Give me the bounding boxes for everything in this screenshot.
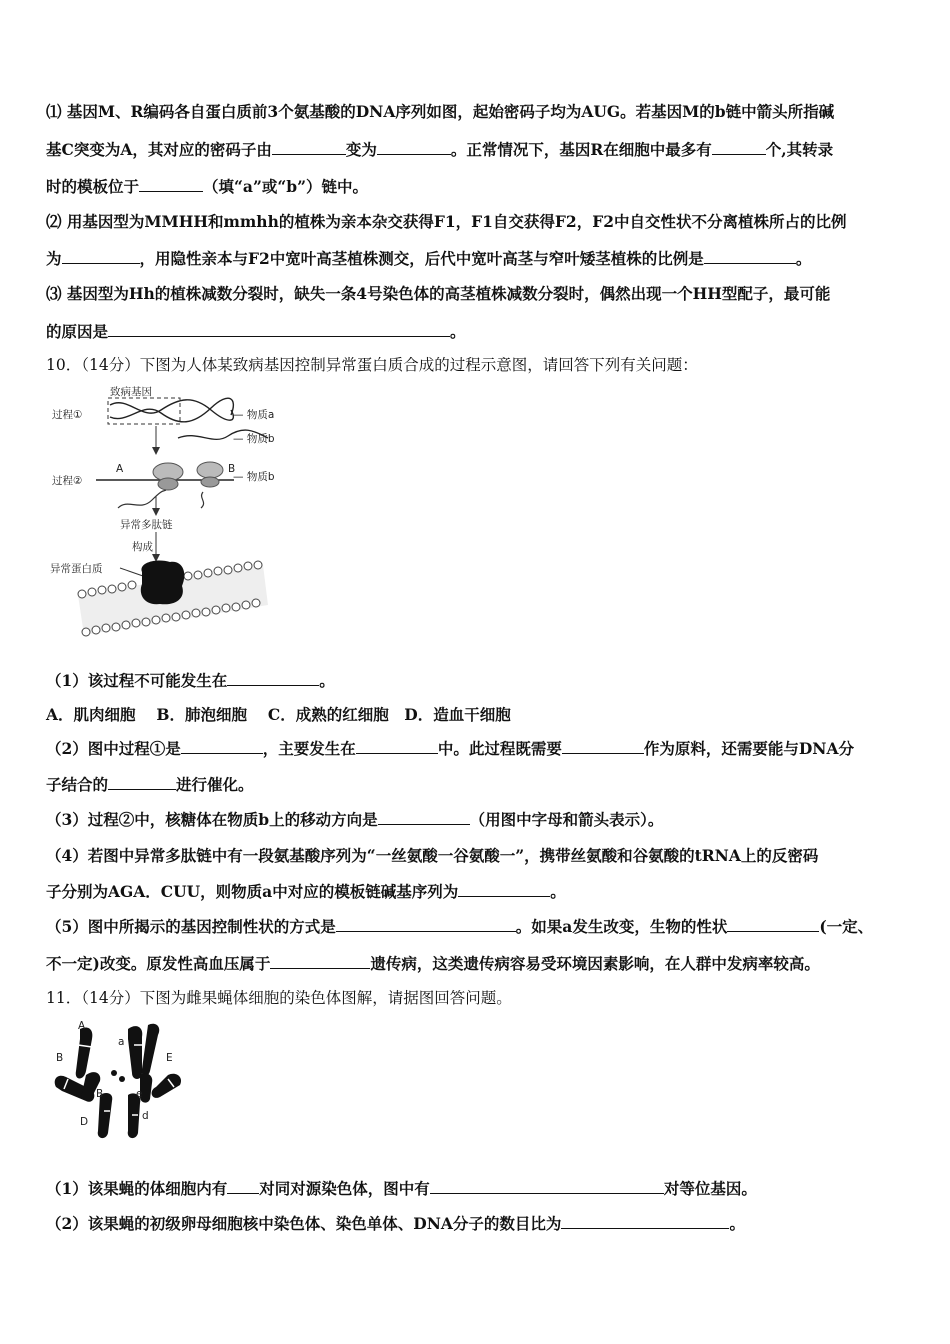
label-process1: 过程①: [52, 409, 83, 421]
label-protein: 异常蛋白质: [50, 563, 103, 575]
q10-sub5-line1: （5）图中所揭示的基因控制性状的方式是 。如果a发生改变，生物的性状 (一定、: [46, 917, 874, 936]
label-form: 构成: [132, 541, 153, 553]
chromosome-d: [128, 1093, 141, 1138]
answer-blank[interactable]: [139, 176, 203, 192]
dna-strand-2: [110, 398, 233, 422]
label-substance-a: — 物质a: [233, 409, 275, 421]
label-substance-b2: — 物质b: [233, 471, 275, 483]
answer-blank[interactable]: [227, 1178, 259, 1194]
q9-part2-line1: ⑵ 用基因型为MMHH和mmhh的植株为亲本杂交获得F1，F1自交获得F2，F2中自交性状不分离植株所占的比例: [46, 212, 847, 231]
q9-part1-line2: 基C突变为A，其对应的密码子由 变为 。正常情况下，基因R在细胞中最多有 个,其转录: [46, 140, 834, 159]
q10-sub3: （3）过程②中，核糖体在物质b上的移动方向是 （用图中字母和箭头表示）。: [46, 810, 664, 829]
q11-sub2: （2）该果蝇的初级卵母细胞核中染色体、染色单体、DNA分子的数目比为 。: [46, 1214, 745, 1233]
answer-blank[interactable]: [561, 1213, 729, 1229]
allele-B: B: [56, 1052, 64, 1064]
answer-blank[interactable]: [356, 738, 438, 754]
chromosome-A: [76, 1027, 93, 1078]
answer-blank[interactable]: [727, 916, 819, 932]
answer-blank[interactable]: [272, 139, 346, 155]
peptide-2: [201, 492, 204, 508]
answer-blank[interactable]: [270, 953, 370, 969]
answer-blank[interactable]: [108, 321, 450, 337]
gene-expression-diagram: [48, 380, 318, 650]
allele-e: e: [136, 1088, 143, 1100]
allele-D: D: [80, 1116, 89, 1128]
allele-A: A: [78, 1020, 86, 1032]
q11-stem: 11．（14分）下图为雌果蝇体细胞的染色体图解，请据图回答问题。: [46, 989, 512, 1007]
answer-blank[interactable]: [562, 738, 644, 754]
label-B: B: [228, 463, 236, 475]
q10-sub4-line1: （4）若图中异常多肽链中有一段氨基酸序列为“一丝氨酸一谷氨酸一”，携带丝氨酸和谷氨酸的tRNA上的反密码: [46, 846, 819, 865]
q10-sub2-line1: （2）图中过程①是 ，主要发生在 中。此过程既需要 作为原料，还需要能与DNA分: [46, 739, 854, 758]
answer-blank[interactable]: [712, 139, 766, 155]
dna-strand-1: [110, 400, 233, 420]
chromosome-E: [152, 1074, 181, 1098]
ribosome-2: [197, 462, 223, 478]
q9-part3-line2: 的原因是 。: [46, 322, 466, 341]
answer-blank[interactable]: [377, 139, 451, 155]
q9-part1-line3: 时的模板位于 （填“a”或“b”）链中。: [46, 177, 369, 196]
q9-part3-line1: ⑶ 基因型为Hh的植株减数分裂时，缺失一条4号染色体的高茎植株减数分裂时，偶然出现一个HH型配子，最可能: [46, 284, 831, 303]
chromosome-a: [128, 1026, 142, 1079]
q9-part2-line2: 为 ，用隐性亲本与F2中宽叶高茎植株测交，后代中宽叶高茎与窄叶矮茎植株的比例是 。: [46, 249, 812, 268]
chromosome-dot-1: [111, 1070, 117, 1076]
q10-stem: 10．（14分）下图为人体某致病基因控制异常蛋白质合成的过程示意图，请回答下列有关问题：: [46, 356, 698, 374]
label-A: A: [116, 463, 124, 475]
allele-B-small: B: [96, 1088, 104, 1100]
q10-sub1: （1）该过程不可能发生在 。: [46, 671, 335, 690]
gene-box: [108, 398, 180, 424]
label-gene: 致病基因: [110, 386, 152, 398]
q10-options: A．肌肉细胞 B．肺泡细胞 C．成熟的红细胞 D．造血干细胞: [46, 705, 511, 724]
label-peptide: 异常多肽链: [120, 519, 173, 531]
answer-blank[interactable]: [430, 1178, 664, 1194]
q9-part1-line1: ⑴ 基因M、R编码各自蛋白质前3个氨基酸的DNA序列如图，起始密码子均为AUG。若基因M的b链中箭头所指碱: [46, 102, 835, 121]
label-substance-b1: — 物质b: [233, 433, 275, 445]
answer-blank[interactable]: [704, 248, 796, 264]
peptide-1: [118, 490, 166, 508]
answer-blank[interactable]: [227, 670, 319, 686]
chromosome-dot-2: [119, 1076, 125, 1082]
allele-a: a: [118, 1036, 125, 1048]
q10-sub4-line2: 子分别为AGA．CUU，则物质a中对应的模板链碱基序列为 。: [46, 882, 566, 901]
chromosome-diagram: [50, 1015, 200, 1147]
answer-blank[interactable]: [336, 916, 516, 932]
answer-blank[interactable]: [181, 738, 263, 754]
abnormal-protein: [141, 560, 185, 604]
allele-d: d: [142, 1110, 149, 1122]
q11-sub1: （1）该果蝇的体细胞内有 对同对源染色体，图中有 对等位基因。: [46, 1179, 757, 1198]
answer-blank[interactable]: [378, 809, 470, 825]
label-process2: 过程②: [52, 475, 83, 487]
q10-sub5-line2: 不一定)改变。原发性高血压属于 遗传病，这类遗传病容易受环境因素影响，在人群中发病率较高。: [46, 954, 820, 973]
answer-blank[interactable]: [108, 774, 176, 790]
q10-sub2-line2: 子结合的 进行催化。: [46, 775, 254, 794]
allele-E: E: [166, 1052, 173, 1064]
answer-blank[interactable]: [458, 881, 550, 897]
answer-blank[interactable]: [62, 248, 140, 264]
